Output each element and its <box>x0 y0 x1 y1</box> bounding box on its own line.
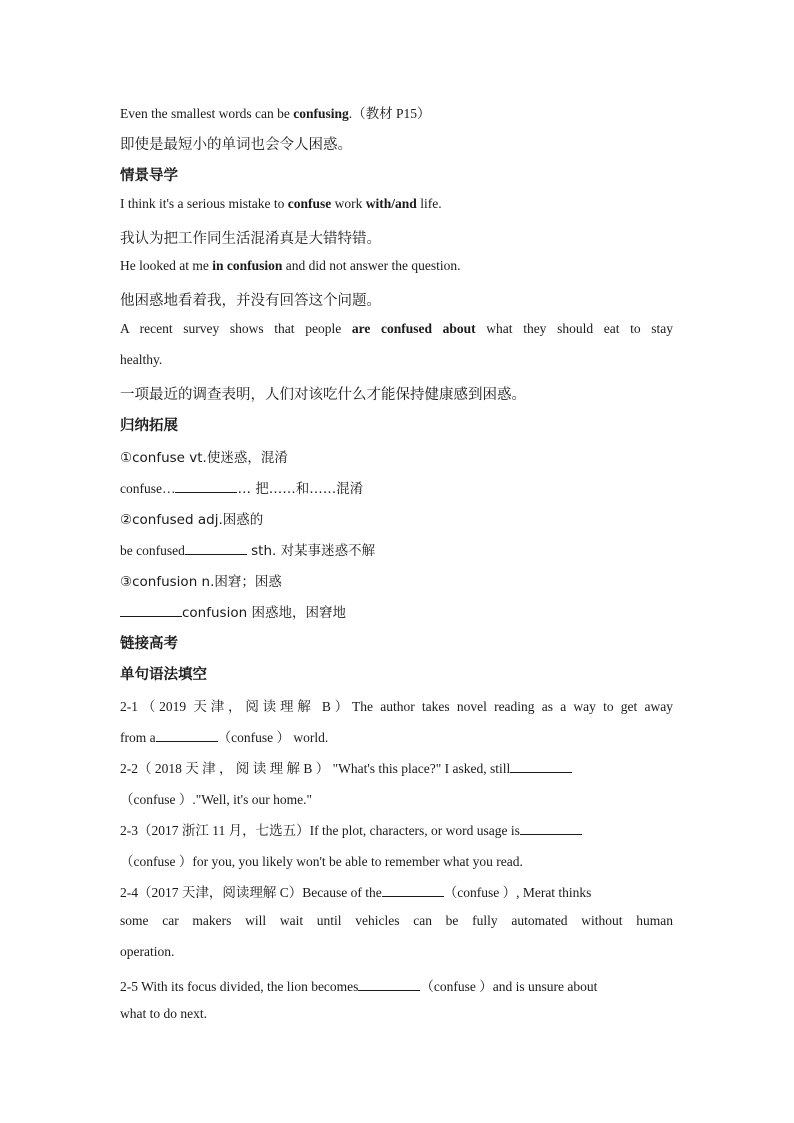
answer-blank[interactable] <box>382 884 444 897</box>
summary-item-1: ①confuse vt.使迷惑，混淆 <box>120 450 288 466</box>
example-2: He looked at me in confusion and did not answer the question. <box>120 258 461 273</box>
summary-item-2-usage: be confused sth. 对某事迷惑不解 <box>120 543 376 559</box>
question-2-5-cont: what to do next. <box>120 1006 207 1021</box>
textbook-translation: 即使是最短小的单词也会令人困惑。 <box>120 137 352 153</box>
summary-item-2: ②confused adj.困惑的 <box>120 512 264 528</box>
question-2-3: 2-3（2017 浙江 11 月，七选五）If the plot, characters, or word usage is <box>120 819 673 839</box>
answer-blank[interactable] <box>358 978 420 991</box>
section-heading-exam-link: 链接高考 <box>120 636 178 652</box>
section-heading-summary: 归纳拓展 <box>120 418 178 434</box>
summary-item-3: ③confusion n.困窘；困惑 <box>120 574 282 590</box>
question-2-1: 2-1（2019 天津，阅读理解 B）The author takes novel reading as a way to get away <box>120 699 673 714</box>
question-2-4-cont: some car makers will wait until vehicles can be fully automated without human <box>120 913 673 928</box>
example-3-translation: 一项最近的调查表明，人们对该吃什么才能保持健康感到困惑。 <box>120 387 526 403</box>
question-2-5: 2-5 With its focus divided, the lion becomes （confuse ）and is unsure about <box>120 979 598 994</box>
example-3: A recent survey shows that people are confused about what they should eat to stay <box>120 321 674 336</box>
example-2-translation: 他困惑地看着我，并没有回答这个问题。 <box>120 293 381 309</box>
question-2-2-cont: （confuse ）."Well, it's our home." <box>120 792 312 807</box>
answer-blank[interactable] <box>520 822 582 835</box>
textbook-sentence: Even the smallest words can be confusing.（教材 P15） <box>120 106 431 121</box>
example-3-cont: healthy. <box>120 352 163 367</box>
example-1-translation: 我认为把工作同生活混淆真是大错特错。 <box>120 231 381 247</box>
question-2-4: 2-4（2017 天津，阅读理解 C）Because of the （confuse ）, Merat thinks <box>120 885 592 900</box>
question-2-4-end: operation. <box>120 944 175 959</box>
answer-blank[interactable] <box>120 604 182 617</box>
section-heading-situation: 情景导学 <box>120 168 178 184</box>
summary-item-1-usage: confuse… … 把……和……混淆 <box>120 481 364 497</box>
question-2-3-cont: （confuse ）for you, you likely won't be able to remember what you read. <box>120 854 523 869</box>
question-2-1-cont: from a （confuse ） world. <box>120 730 329 745</box>
section-heading-fill-blank: 单句语法填空 <box>120 667 207 683</box>
answer-blank[interactable] <box>175 480 237 493</box>
question-2-2: 2-2（ 2018 天 津 ， 阅 读 理 解 B ） "What's this place?" I asked, still <box>120 757 673 777</box>
answer-blank[interactable] <box>185 542 247 555</box>
summary-item-3-usage: confusion 困惑地，困窘地 <box>120 601 673 621</box>
answer-blank[interactable] <box>156 729 218 742</box>
example-1: I think it's a serious mistake to confuse work with/and life. <box>120 196 442 211</box>
answer-blank[interactable] <box>510 760 572 773</box>
